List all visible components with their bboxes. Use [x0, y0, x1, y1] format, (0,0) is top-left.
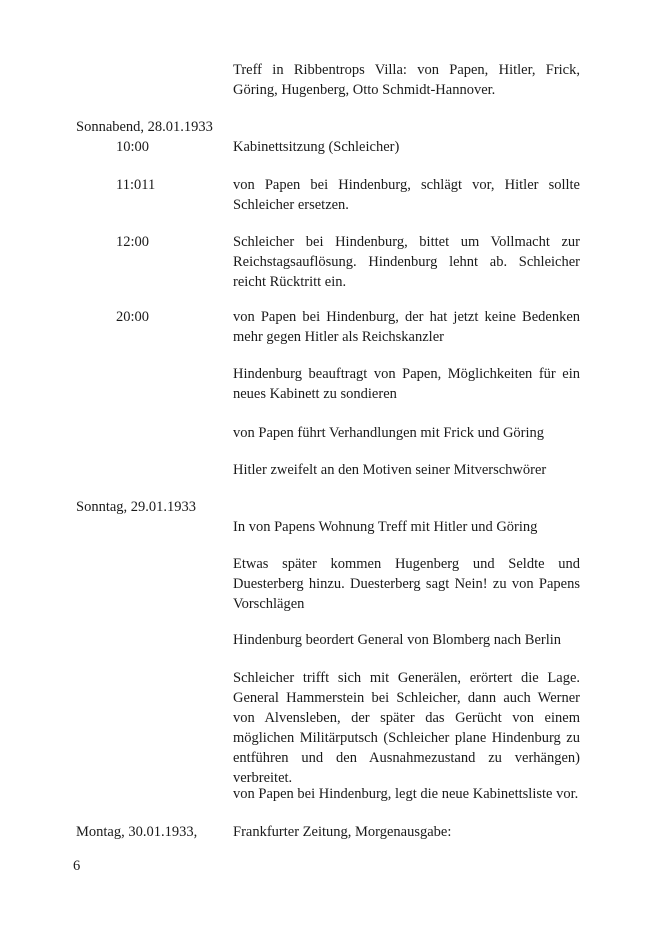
time-label: 20:00: [116, 309, 150, 325]
entry-text: Hindenburg beordert General von Blomberg nach Berlin: [233, 632, 562, 648]
entry-text: In von Papens Wohnung Treff mit Hitler und Göring: [233, 519, 538, 535]
entry-text: von Papen bei Hindenburg, der hat jetzt keine Bedenken mehr gegen Hitler als Reichskanzler: [233, 309, 580, 345]
entry-text: Etwas später kommen Hugenberg und Seldte und Duesterberg hinzu. Duesterberg sagt Nein! zu von Papens Vorschlägen: [233, 556, 580, 612]
time-label: 11:011: [116, 177, 156, 193]
date-label: Sonnabend, 28.01.1933: [76, 119, 213, 135]
time-label: 10:00: [116, 139, 150, 155]
entry-text: Schleicher bei Hindenburg, bittet um Vollmacht zur Reichstagsauflösung. Hindenburg lehnt ab. Schleicher reicht Rücktritt ein.: [233, 234, 580, 290]
date-label: Sonntag, 29.01.1933: [76, 499, 197, 515]
entry-text: Hindenburg beauftragt von Papen, Möglichkeiten für ein neues Kabinett zu sondieren: [233, 366, 580, 402]
entry-text: von Papen bei Hindenburg, legt die neue Kabinettsliste vor.: [233, 786, 579, 802]
page-number: 6: [73, 858, 81, 874]
date-label: Montag, 30.01.1933,: [76, 824, 198, 840]
entry-text: Hitler zweifelt an den Motiven seiner Mitverschwörer: [233, 462, 547, 478]
entry-text: Treff in Ribbentrops Villa: von Papen, Hitler, Frick, Göring, Hugenberg, Otto Schmidt-Hannover.: [233, 62, 580, 98]
entry-text: Frankfurter Zeitung, Morgenausgabe:: [233, 824, 452, 840]
entry-text: Kabinettsitzung (Schleicher): [233, 139, 400, 155]
time-label: 12:00: [116, 234, 150, 250]
entry-text: von Papen bei Hindenburg, schlägt vor, Hitler sollte Schleicher ersetzen.: [233, 177, 580, 213]
entry-text: von Papen führt Verhandlungen mit Frick und Göring: [233, 425, 545, 441]
entry-text: Schleicher trifft sich mit Generälen, erörtert die Lage. General Hammerstein bei Schleicher, dann auch Werner von Alvensleben, der später das Gerücht von einem möglichen Militärputsch (Schleicher plane Hindenburg zu entführen und den Ausnahmezustand zu verhängen) verbreitet.: [233, 670, 580, 786]
